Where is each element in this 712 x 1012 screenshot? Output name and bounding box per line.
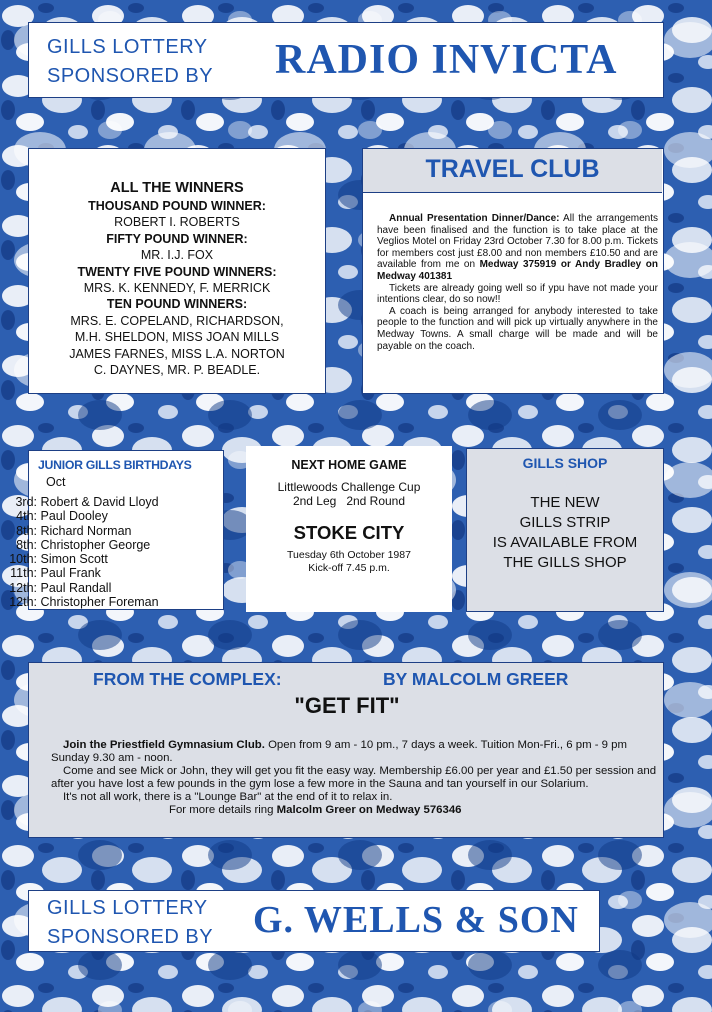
bottom-sponsor-banner (28, 890, 600, 952)
complex-panel (28, 662, 664, 838)
list-item: 11th: Paul Frank (10, 566, 101, 581)
winners-heading: THOUSAND POUND WINNER: (88, 199, 266, 213)
travel-club-body (377, 213, 658, 352)
next-game-title: NEXT HOME GAME (291, 458, 407, 472)
list-item: 10th: Simon Scott (9, 552, 108, 567)
birthdays-list (0, 495, 159, 609)
top-sponsor-banner (28, 22, 664, 98)
gills-shop-title: GILLS SHOP (522, 455, 608, 471)
lottery-label: GILLS LOTTERY SPONSORED BY (47, 897, 214, 948)
complex-paragraph: Come and see Mick or John, they will get you fit the easy way. Membership £6.00 per year and £1.50 per session and after you have lost a few pounds in the gym lose a few more in the Sauna and tan yourself in our Solarium. (51, 765, 657, 791)
sponsor-name: RADIO INVICTA (275, 37, 618, 83)
travel-paragraph: Annual Presentation Dinner/Dance: All the arrangements have been finalised and the function is to take place at the Veglios Motel on Friday 23rd October 7.30 for 8.00 p.m. Tickets for members cost just £8.00 and non members £10.50 and are available from me on Medway 375919 or Andy Bradley on Medway 401381 (377, 213, 658, 282)
opponent-name: STOKE CITY (293, 522, 405, 543)
next-home-game-panel (246, 446, 452, 612)
match-date: Tuesday 6th October 1987 (287, 549, 411, 561)
competition-round: 2nd Leg 2nd Round (292, 494, 406, 508)
list-item: 12th: Paul Randall (9, 580, 112, 595)
list-item: 8th: Christopher George (16, 537, 151, 552)
winner-name: MRS. K. KENNEDY, F. MERRICK (83, 281, 271, 296)
winner-name: ROBERT I. ROBERTS (114, 215, 240, 230)
winner-name: MR. I.J. FOX (140, 248, 214, 263)
gills-shop-text: THE NEW GILLS STRIP IS AVAILABLE FROM THE GILLS SHOP (492, 494, 638, 571)
complex-heading-left: FROM THE COMPLEX: (93, 669, 282, 689)
complex-paragraph: For more details ring Malcolm Greer on Medway 576346 (169, 804, 462, 817)
winners-panel (28, 148, 326, 394)
travel-paragraph: A coach is being arranged for anybody interested to take people to the function and will pick up virtually anywhere in the Medway Towns. A small charge will be made and will be payable on the coach. (377, 305, 658, 352)
list-item: 3rd: Robert & David Lloyd (15, 495, 159, 509)
complex-heading-right: BY MALCOLM GREER (383, 669, 569, 689)
winner-name: JAMES FARNES, MISS L.A. NORTON (69, 346, 285, 361)
complex-body (51, 739, 663, 818)
travel-club-panel (362, 148, 664, 394)
travel-club-header (363, 149, 662, 193)
gills-shop-panel (466, 448, 664, 612)
sponsor-name: G. WELLS & SON (253, 899, 579, 941)
winners-heading: TWENTY FIVE POUND WINNERS: (77, 264, 277, 279)
winners-heading: TEN POUND WINNERS: (106, 297, 248, 312)
complex-paragraph: It's not all work, there is a "Lounge Bar" at the end of it to relax in. (63, 791, 393, 804)
winners-heading: FIFTY POUND WINNER: (106, 231, 248, 246)
list-item: 4th: Paul Dooley (16, 509, 108, 524)
list-item: 8th: Richard Norman (16, 523, 132, 538)
travel-paragraph: Tickets are already going well so if ypu have not made your intentions clear, do so now!! (377, 282, 658, 306)
kickoff-time: Kick-off 7.45 p.m. (308, 562, 390, 574)
birthdays-month: Oct (46, 475, 66, 489)
birthdays-panel (9, 450, 224, 610)
get-fit-title: "GET FIT" (294, 693, 400, 718)
winner-name: M.H. SHELDON, MISS JOAN MILLS (74, 330, 280, 345)
travel-club-title: TRAVEL CLUB (425, 155, 600, 183)
competition-line: Littlewoods Challenge Cup (277, 480, 421, 494)
winner-name: MRS. E. COPELAND, RICHARDSON, (70, 313, 284, 328)
lottery-label: GILLS LOTTERY SPONSORED BY (47, 36, 214, 87)
complex-paragraph: Join the Priestfield Gymnasium Club. Open from 9 am - 10 pm., 7 days a week. Tuition Mon-Fri., 6 pm - 9 pm Sunday 9.30 am - noon. (51, 739, 628, 765)
birthdays-title: JUNIOR GILLS BIRTHDAYS (38, 458, 192, 472)
winner-name: C. DAYNES, MR. P. BEADLE. (93, 363, 261, 378)
list-item: 12th: Christopher Foreman (9, 595, 159, 610)
winners-title: ALL THE WINNERS (110, 180, 244, 196)
